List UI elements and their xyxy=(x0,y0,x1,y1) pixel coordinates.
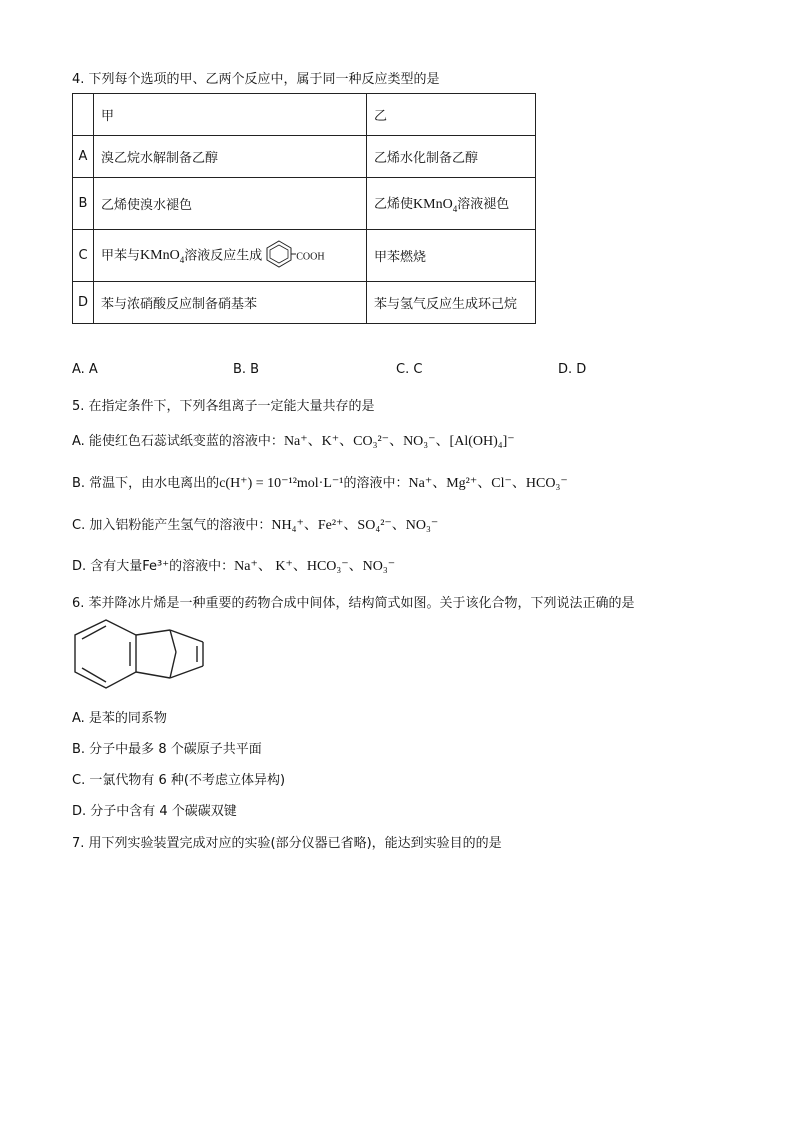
q5-option-c xyxy=(72,514,438,534)
q5-option-b xyxy=(72,472,568,492)
cell-jia: 苯与浓硝酸反应制备硝基苯 xyxy=(94,282,367,324)
row-key: B xyxy=(73,178,94,230)
row-key: D xyxy=(73,282,94,324)
kmno4-formula xyxy=(140,248,184,263)
option-label: 的溶液中： xyxy=(343,476,409,491)
reaction-table xyxy=(72,93,536,324)
q4-option-c: C. C xyxy=(396,362,423,377)
q6-option-d: D. 分子中含有 4 个碳碳双键 xyxy=(72,804,237,819)
cell-text: 乙烯使 xyxy=(374,197,414,213)
question-4-stem: 4. 下列每个选项的甲、乙两个反应中，属于同一种反应类型的是 xyxy=(72,72,440,87)
q4-option-d: D. D xyxy=(558,362,587,377)
q5-option-a xyxy=(72,430,515,450)
benzonorbornene-structure-icon xyxy=(70,612,216,696)
cooh-label: COOH xyxy=(296,251,325,262)
ion-list: NH₄⁺、Fe²⁺、SO₄²⁻、NO₃⁻ xyxy=(271,518,439,533)
ion-list: Na⁺、 K⁺、HCO₃⁻、NO₃⁻ xyxy=(234,559,396,574)
cell-jia xyxy=(94,230,367,282)
q4-option-b: B. B xyxy=(233,362,260,377)
option-label: D. 含有大量 xyxy=(72,559,143,574)
q6-option-b: B. 分子中最多 8 个碳原子共平面 xyxy=(72,742,262,757)
kmno4-formula xyxy=(413,197,457,212)
condition-formula: c(H⁺) = 10⁻¹²mol·L⁻¹ xyxy=(219,476,344,491)
table-row xyxy=(73,282,536,324)
cell-yi: 乙烯水化制备乙醇 xyxy=(367,136,536,178)
table-row xyxy=(73,178,536,230)
ion-list: Na⁺、K⁺、CO₃²⁻、NO₃⁻、[Al(OH)₄]⁻ xyxy=(283,434,515,449)
formula-text: KMnO xyxy=(140,248,180,263)
question-5-stem: 5. 在指定条件下，下列各组离子一定能大量共存的是 xyxy=(72,399,375,414)
formula-text: KMnO xyxy=(413,197,453,213)
formula-subscript: 4 xyxy=(452,203,458,214)
benzene-ring-icon xyxy=(262,239,296,269)
cell-jia: 乙烯使溴水褪色 xyxy=(94,178,367,230)
cell-text: 溶液褪色 xyxy=(457,197,510,213)
q6-option-a: A. 是苯的同系物 xyxy=(72,711,167,726)
q4-option-a: A. A xyxy=(72,362,98,377)
table-row xyxy=(73,136,536,178)
option-label: 的溶液中： xyxy=(169,559,235,574)
q6-option-c: C. 一氯代物有 6 种(不考虑立体异构) xyxy=(72,773,286,788)
table-cell xyxy=(73,94,94,136)
option-label: A. 能使红色石蕊试纸变蓝的溶液中： xyxy=(72,434,284,449)
row-key: C xyxy=(73,230,94,282)
question-6-stem: 6. 苯并降冰片烯是一种重要的药物合成中间体，结构简式如图。关于该化合物，下列说法正确的是 xyxy=(72,596,635,611)
option-label: C. 加入铝粉能产生氢气的溶液中： xyxy=(72,518,272,533)
cell-yi: 甲苯燃烧 xyxy=(367,230,536,282)
row-key: A xyxy=(73,136,94,178)
formula-subscript: 4 xyxy=(179,254,185,265)
header-yi: 乙 xyxy=(367,94,536,136)
ion-list: Na⁺、Mg²⁺、Cl⁻、HCO₃⁻ xyxy=(408,476,568,491)
header-jia: 甲 xyxy=(94,94,367,136)
benzoic-acid-structure xyxy=(262,239,296,273)
cell-yi xyxy=(367,178,536,230)
option-label: B. 常温下，由水电离出的 xyxy=(72,476,220,491)
cell-text: 甲苯与 xyxy=(101,248,141,263)
question-7-stem: 7. 用下列实验装置完成对应的实验(部分仪器已省略)，能达到实验目的的是 xyxy=(72,836,502,851)
cell-text: 溶液反应生成 xyxy=(184,248,263,263)
table-row xyxy=(73,94,536,136)
cell-yi: 苯与氢气反应生成环己烷 xyxy=(367,282,536,324)
table-row xyxy=(73,230,536,282)
cell-jia: 溴乙烷水解制备乙醇 xyxy=(94,136,367,178)
ion-fe: Fe³⁺ xyxy=(142,559,170,574)
q5-option-d xyxy=(72,555,395,575)
